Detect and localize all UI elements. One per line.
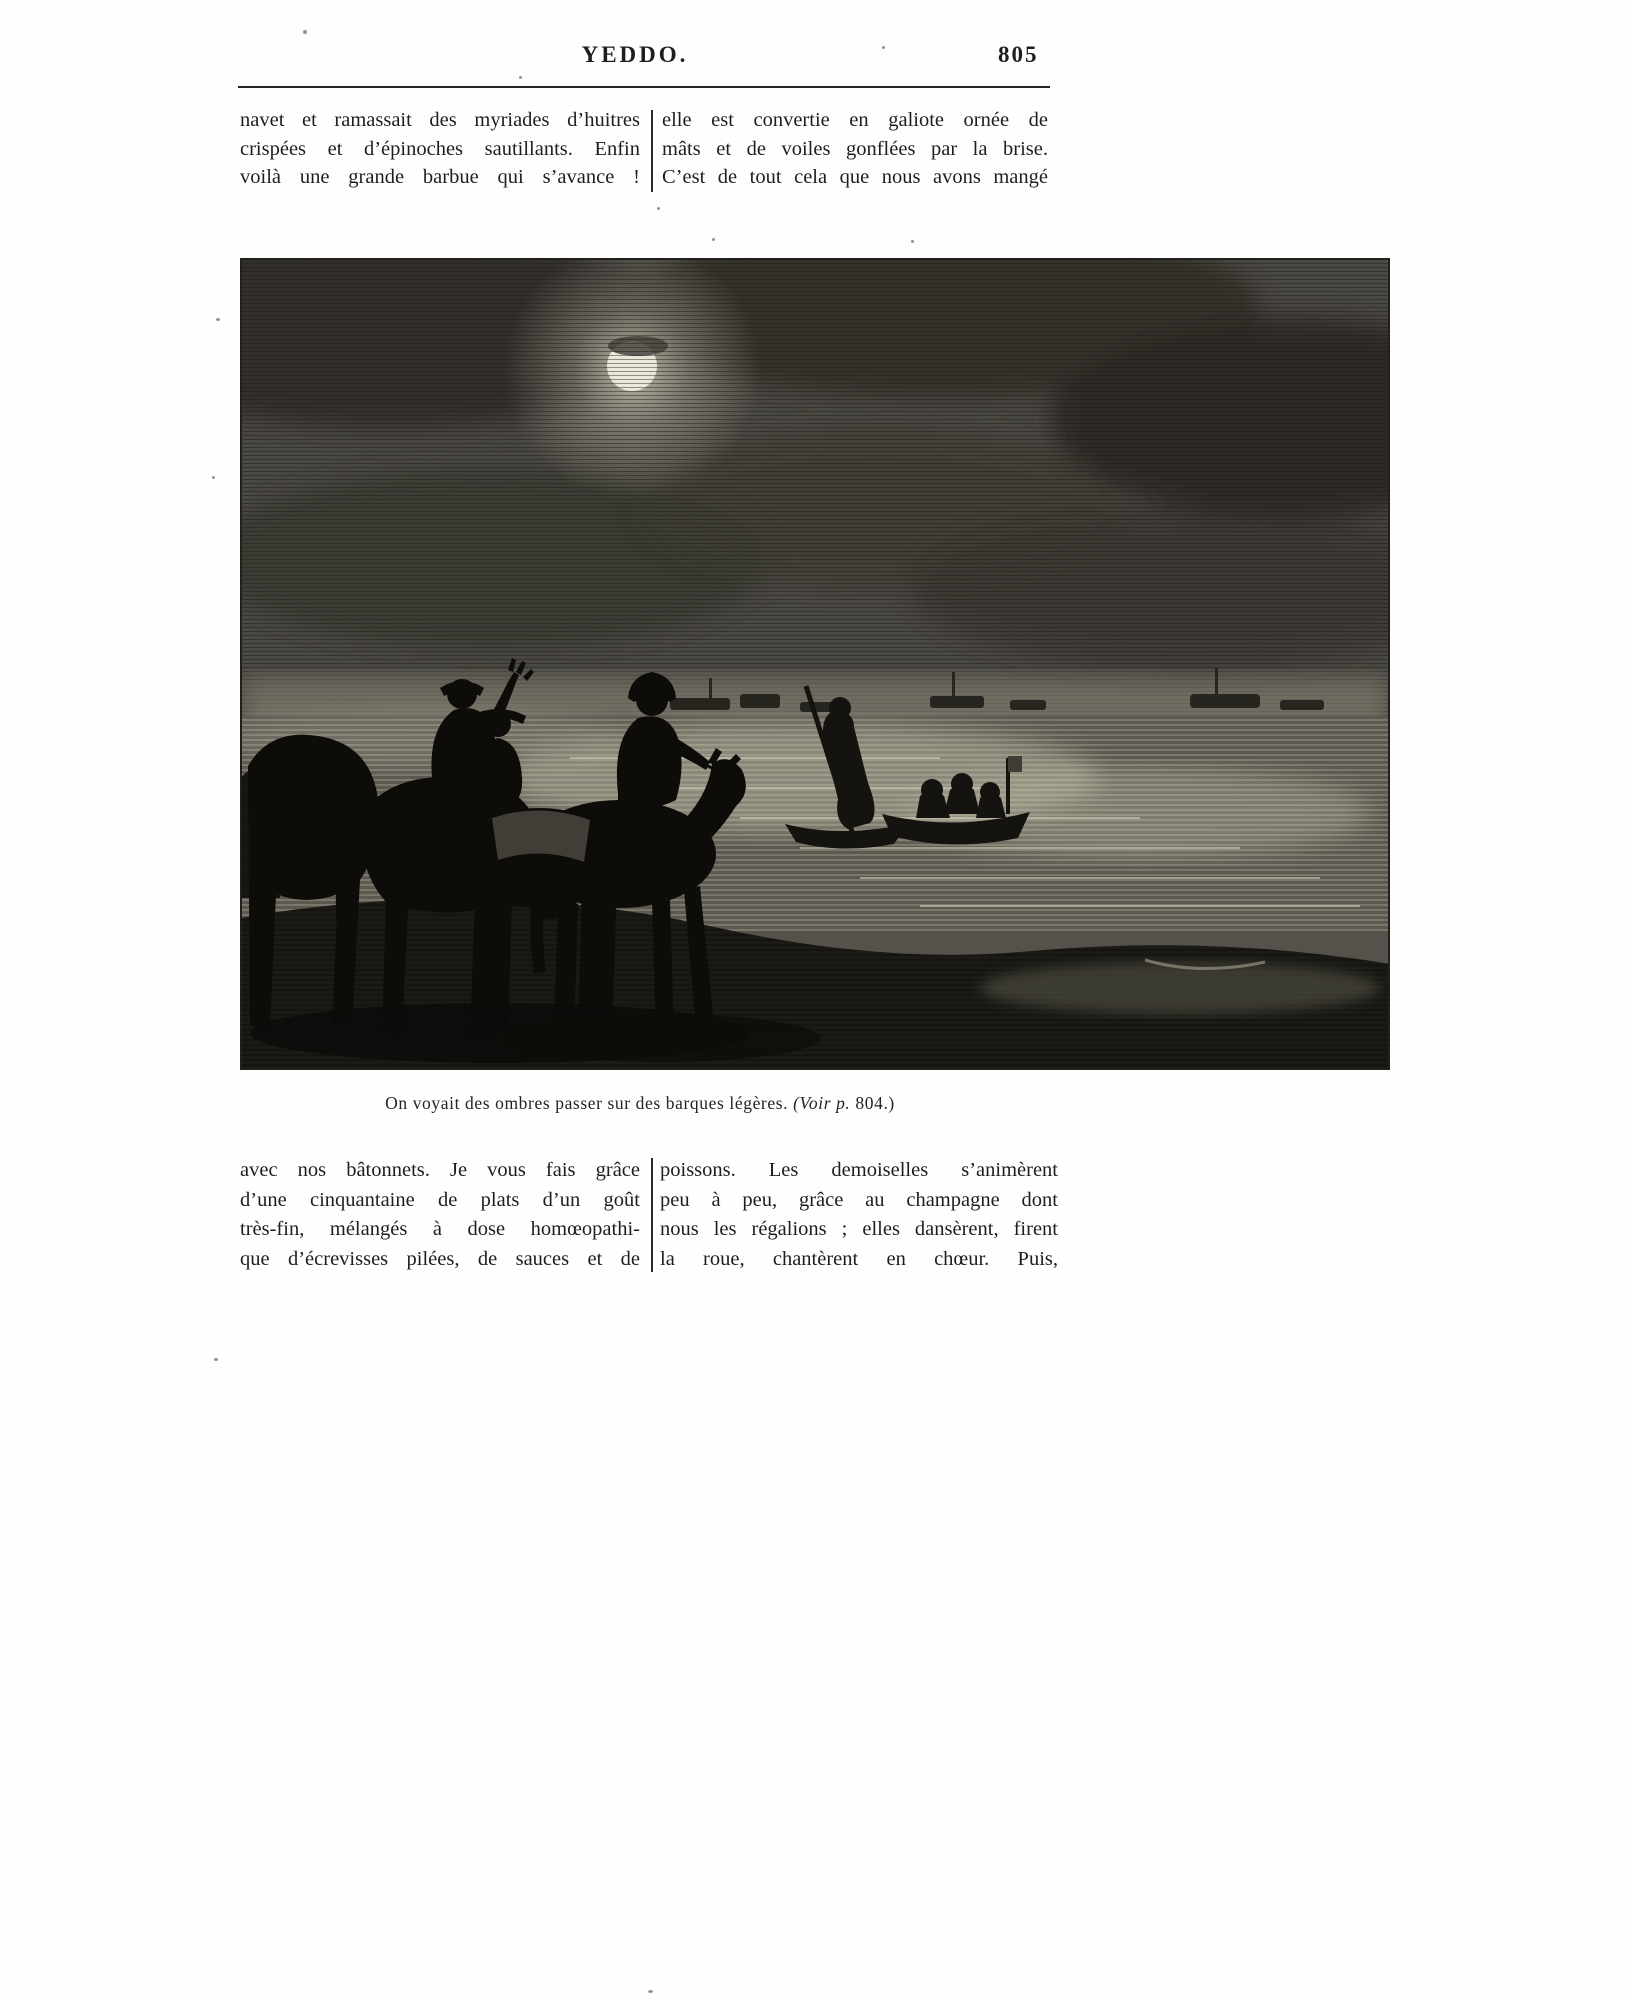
engraving-illustration bbox=[240, 258, 1390, 1070]
text-line: peu à peu, grâce au champagne dont bbox=[660, 1188, 1058, 1211]
text-line: très-fin, mélangés à dose homœopathi- bbox=[240, 1218, 640, 1241]
ink-speck bbox=[882, 46, 885, 49]
text-line: la roue, chantèrent en chœur. Puis, bbox=[660, 1247, 1058, 1270]
bottom-right-column bbox=[660, 1156, 1058, 1274]
column-divider bbox=[651, 110, 653, 192]
text-line: elle est convertie en galiote ornée de bbox=[662, 109, 1048, 131]
ink-speck bbox=[212, 476, 215, 479]
engraving-figure bbox=[240, 258, 1390, 1070]
ink-speck bbox=[648, 1990, 653, 1993]
ink-speck bbox=[214, 1358, 218, 1361]
text-line: que d’écrevisses pilées, de sauces et de bbox=[240, 1247, 640, 1270]
text-line: voilà une grande barbue qui s’avance ! bbox=[240, 166, 640, 188]
column-divider bbox=[651, 1158, 653, 1272]
ink-speck bbox=[303, 30, 307, 34]
text-line: nous les régalions ; elles dansèrent, firent bbox=[660, 1218, 1058, 1241]
ink-speck bbox=[216, 318, 220, 321]
page-number: 805 bbox=[998, 42, 1039, 67]
header-rule bbox=[238, 86, 1050, 88]
text-line: C’est de tout cela que nous avons mangé bbox=[662, 166, 1048, 188]
text-line: mâts et de voiles gonflées par la brise. bbox=[662, 137, 1048, 160]
ink-speck bbox=[519, 76, 522, 79]
top-right-column bbox=[662, 106, 1048, 192]
ink-speck bbox=[712, 238, 715, 241]
text-line: navet et ramassait des myriades d’huitres bbox=[240, 109, 640, 131]
caption-reference-page: 804.) bbox=[850, 1093, 895, 1113]
ink-speck bbox=[657, 207, 660, 210]
text-line: poissons. Les demoiselles s’animèrent bbox=[660, 1159, 1058, 1181]
text-line: crispées et d’épinoches sautillants. Enfin bbox=[240, 137, 640, 160]
top-left-column bbox=[240, 106, 640, 192]
caption-text: On voyait des ombres passer sur des barques légères. bbox=[385, 1093, 789, 1113]
figure-caption bbox=[240, 1093, 1040, 1114]
ink-speck bbox=[911, 240, 914, 243]
running-title: YEDDO. bbox=[581, 42, 689, 67]
text-line: avec nos bâtonnets. Je vous fais grâce bbox=[240, 1159, 640, 1181]
text-line: d’une cinquantaine de plats d’un goût bbox=[240, 1188, 640, 1211]
caption-reference: (Voir p. bbox=[793, 1093, 851, 1113]
bottom-left-column bbox=[240, 1156, 640, 1274]
